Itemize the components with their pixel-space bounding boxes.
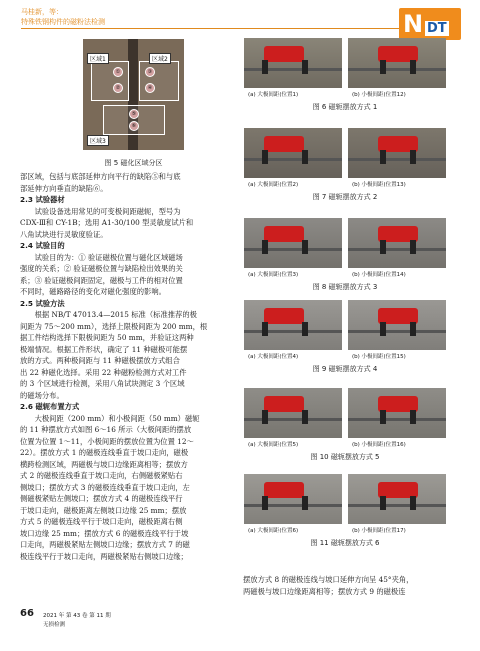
text-line: 两磁极与坡口边缘距离相等；摆放方式 9 的磁极连: [243, 586, 406, 596]
weld-seam: [244, 248, 342, 251]
figure-caption: 图 7 磁轭摆放方式 2: [312, 193, 378, 201]
left-column-text: [20, 171, 207, 562]
marker-4: ④: [145, 83, 155, 93]
yoke-leg: [302, 322, 308, 336]
yoke-leg: [302, 240, 308, 254]
yoke-photo: [348, 128, 446, 178]
yoke-leg: [380, 322, 386, 336]
text-line: 放的方式。两种极间距与 11 种磁极摆放方式组合: [20, 356, 180, 365]
yoke-photo: [348, 300, 446, 350]
weld-seam: [244, 68, 342, 71]
text-line: CDX-Ⅲ和 CY-1B；选用 A1-30/100 型灵敏度试片和: [20, 218, 194, 227]
section-heading: 2.4 试验目的: [20, 241, 65, 250]
weld-seam: [348, 504, 446, 507]
text-line: 侧磁极紧贴左侧坡口；摆放方式 4 的磁极连线平行: [20, 494, 183, 503]
text-line: 的 11 种摆放方式如图 6～16 所示（大极间距的摆放: [20, 425, 192, 434]
text-line: 出 22 种磁化选择。采用 22 种磁粉检测方式对工件: [20, 367, 187, 377]
subfigure-caption: (a) 大极间距(位置1): [248, 92, 299, 98]
yoke-photo: [348, 474, 446, 524]
region-2-label: 区域2: [149, 53, 171, 64]
subfigure-caption: (a) 大极间距(位置6): [248, 528, 299, 534]
text-line: 根据 NB/T 47013.4—2015 标准（标准推荐的极: [20, 310, 197, 319]
text-line: 试验设备选用常见的可变极间距磁轭，型号为: [20, 206, 181, 216]
yoke-leg: [410, 496, 416, 510]
magnetic-yoke: [264, 308, 304, 324]
journal-name: 无损检测: [43, 622, 66, 628]
page-number: 66: [20, 608, 34, 619]
yoke-leg: [380, 410, 386, 424]
weld-seam: [348, 248, 446, 251]
subfigure-caption: (a) 大极间距(位置4): [248, 354, 299, 360]
magnetic-yoke: [264, 226, 304, 242]
text-line: 的磁场分布。: [20, 390, 64, 400]
text-line: 于坡口走向，磁极距离左侧坡口边缘 25 mm；摆放: [20, 505, 187, 515]
magnetic-yoke: [264, 396, 304, 412]
weld-seam: [348, 418, 446, 421]
text-line: 部区域，包括与底部延伸方向平行的缺陷⑤和与底: [20, 172, 181, 181]
weld-seam: [348, 330, 446, 333]
logo-subletters: DT: [427, 21, 447, 36]
figure-5-caption: 图 5 磁化区域分区: [104, 159, 163, 167]
magnetic-yoke: [264, 136, 304, 152]
text-line: 摆放方式 8 的磁极连线与坡口延伸方向呈 45°夹角，: [243, 575, 414, 584]
weld-seam: [348, 68, 446, 71]
text-line: 式 2 的磁极连线垂直于坡口走向，右侧磁极紧贴右: [20, 471, 183, 480]
yoke-leg: [302, 496, 308, 510]
weld-seam: [348, 158, 446, 161]
text-line: 部延伸方向垂直的缺陷⑥。: [20, 183, 108, 193]
marker-3: ③: [145, 67, 155, 77]
text-line: 系；③ 验证磁极间距固定，磁极与工件的相对位置: [20, 275, 183, 285]
weld-seam: [244, 504, 342, 507]
text-line: 极连线平行于坡口走向，两磁极紧贴右侧坡口边缘；: [20, 551, 188, 561]
yoke-leg: [410, 150, 416, 164]
marker-2: ②: [113, 83, 123, 93]
text-line: 侧坡口；摆放方式 3 的磁极连线垂直于坡口走向，左: [20, 482, 190, 492]
yoke-photo: [244, 388, 342, 438]
text-line: 不同时，磁路路径的变化对磁化强度的影响。: [20, 287, 166, 296]
text-line: 22）。摆放方式 1 的磁极连线垂直于坡口走向，磁极: [20, 448, 189, 457]
yoke-leg: [410, 240, 416, 254]
region-1-box: [91, 61, 129, 101]
section-heading: 2.3 试验器材: [20, 195, 65, 204]
text-line: 极端情况。根据工件形状，确定了 11 种磁极可能摆: [20, 344, 188, 354]
marker-5: ⑤: [129, 109, 139, 119]
region-2-box: [139, 61, 179, 101]
text-line: 位置为位置 1～11，小极间距的摆放位置为位置 12～: [20, 436, 194, 446]
yoke-leg: [410, 410, 416, 424]
text-line: 方式 5 的磁极连线平行于坡口走向，磁极距离右侧: [20, 517, 183, 526]
yoke-leg: [410, 60, 416, 74]
magnetic-yoke: [264, 482, 304, 498]
yoke-leg: [262, 410, 268, 424]
yoke-leg: [380, 240, 386, 254]
yoke-leg: [380, 60, 386, 74]
yoke-leg: [302, 410, 308, 424]
subfigure-caption: (a) 大极间距(位置2): [248, 182, 299, 188]
subfigure-caption: (b) 小极间距(位置14): [352, 272, 406, 278]
yoke-photo: [244, 128, 342, 178]
text-line: 大极间距（200 mm）和小极间距（50 mm）磁轭: [20, 413, 200, 423]
figure-caption: 图 8 磁轭摆放方式 3: [312, 283, 378, 291]
region-1-label: 区域1: [87, 53, 109, 64]
subfigure-caption: (b) 小极间距(位置15): [352, 354, 406, 360]
yoke-leg: [380, 150, 386, 164]
figure-caption: 图 10 磁轭摆放方式 5: [310, 453, 380, 461]
yoke-leg: [302, 150, 308, 164]
yoke-photo: [244, 218, 342, 268]
yoke-leg: [262, 150, 268, 164]
yoke-photo: [348, 218, 446, 268]
figure-caption: 图 9 磁轭摆放方式 4: [312, 365, 378, 373]
yoke-leg: [262, 322, 268, 336]
yoke-photo: [348, 38, 446, 88]
yoke-leg: [380, 496, 386, 510]
marker-6: ⑥: [129, 121, 139, 131]
running-head-title: 特殊铁钢构件的磁粉法检测: [21, 18, 105, 26]
weld-seam: [244, 418, 342, 421]
text-line: 八角试块进行灵敏度验证。: [20, 229, 108, 239]
subfigure-caption: (a) 大极间距(位置3): [248, 272, 299, 278]
magnetic-yoke: [264, 46, 304, 62]
yoke-leg: [262, 240, 268, 254]
text-line: 强度的关系；② 验证磁极位置与缺陷检出效果的关: [20, 264, 183, 273]
text-line: 的 3 个区域进行检测，采用八角试块测定 3 个区域: [20, 379, 185, 388]
yoke-leg: [262, 60, 268, 74]
subfigure-caption: (b) 小极间距(位置17): [352, 528, 406, 534]
text-line: 试验目的为：① 验证磁极位置与磁化区域磁场: [20, 252, 183, 262]
region-3-label: 区域3: [87, 135, 109, 146]
logo-letter: N: [403, 10, 424, 38]
section-heading: 2.5 试验方法: [20, 298, 65, 308]
subfigure-caption: (b) 小极间距(位置13): [352, 182, 406, 188]
figure-caption: 图 6 磁轭摆放方式 1: [312, 103, 378, 111]
subfigure-caption: (b) 小极间距(位置16): [352, 442, 406, 448]
weld-seam: [244, 158, 342, 161]
yoke-photo: [348, 388, 446, 438]
yoke-leg: [302, 60, 308, 74]
header-rule: [21, 28, 399, 29]
yoke-photo: [244, 38, 342, 88]
section-heading: 2.6 磁轭布置方式: [20, 402, 80, 411]
yoke-leg: [410, 322, 416, 336]
running-head-authors: 马桂新，等：: [21, 8, 63, 16]
yoke-photo: [244, 474, 342, 524]
text-line: 口走向，两磁极紧贴左侧坡口边缘；摆放方式 7 的磁: [20, 540, 190, 549]
weld-seam: [244, 330, 342, 333]
figure-5-photo: [83, 39, 184, 150]
text-line: 据工件结构选择下限极间距为 50 mm，并验证这两种: [20, 333, 194, 342]
journal-logo: [399, 8, 461, 40]
figure-caption: 图 11 磁轭摆放方式 6: [310, 539, 380, 547]
issue-info: 2021 年 第 43 卷 第 11 期: [43, 613, 111, 619]
yoke-leg: [262, 496, 268, 510]
text-line: 间距为 75～200 mm），选择上限极间距为 200 mm，根: [20, 321, 208, 331]
text-line: 坡口边缘 25 mm；摆放方式 6 的磁极连线平行于坡: [20, 528, 189, 538]
text-line: 横跨检测区域，两磁极与坡口边缘距离相等；摆放方: [20, 459, 188, 469]
right-column-text: [243, 574, 413, 597]
marker-1: ①: [113, 67, 123, 77]
subfigure-caption: (b) 小极间距(位置12): [352, 92, 406, 98]
subfigure-caption: (a) 大极间距(位置5): [248, 442, 299, 448]
yoke-photo: [244, 300, 342, 350]
